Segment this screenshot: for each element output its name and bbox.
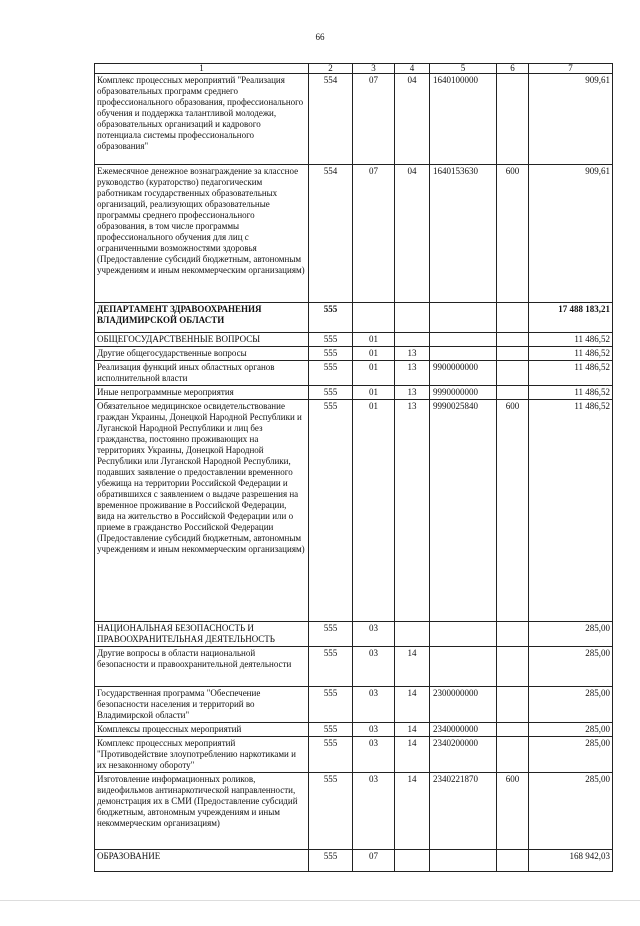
- cell-rz: 03: [353, 723, 395, 737]
- cell-vr: [497, 647, 529, 687]
- cell-sum: 11 486,52: [529, 361, 613, 386]
- table-row: [95, 723, 613, 737]
- cell-rz: 07: [353, 74, 395, 165]
- cell-grbs: 555: [309, 737, 353, 773]
- header-cell-7: 7: [529, 64, 613, 74]
- cell-csr: [430, 347, 497, 361]
- cell-name: НАЦИОНАЛЬНАЯ БЕЗОПАСНОСТЬ И ПРАВООХРАНИТЕЛЬНАЯ ДЕЯТЕЛЬНОСТЬ: [95, 622, 309, 647]
- cell-vr: [497, 386, 529, 400]
- page-edge-divider: [0, 900, 640, 901]
- cell-sum: 168 942,03: [529, 850, 613, 872]
- cell-grbs: 555: [309, 386, 353, 400]
- header-cell-2: 2: [309, 64, 353, 74]
- cell-vr: [497, 361, 529, 386]
- cell-sum: 11 486,52: [529, 347, 613, 361]
- cell-name: ОБРАЗОВАНИЕ: [95, 850, 309, 872]
- cell-rz: 01: [353, 386, 395, 400]
- cell-grbs: 554: [309, 74, 353, 165]
- cell-vr: [497, 333, 529, 347]
- table-row: [95, 850, 613, 872]
- cell-sum: 17 488 183,21: [529, 303, 613, 333]
- cell-pr: [395, 333, 430, 347]
- cell-vr: [497, 687, 529, 723]
- cell-name: Обязательное медицинское освидетельствование граждан Украины, Донецкой Народной Республики и Луганской Народной Республики и лиц без гражданства, постоянно проживающих на территориях Украины, Донецкой Народной Республики или Луганской Народной Республики, подавших заявление о предоставлении временного убежища на территории Российской Федерации и обратившихся с заявлением о выдаче разрешения на временное проживание в Российской Федерации, вида на жительство в Российской Федерации или о приеме в гражданство Российской Федерации (Предоставление субсидий бюджетным, автономным учреждениям и иным некоммерческим организациям): [95, 400, 309, 622]
- cell-sum: 285,00: [529, 723, 613, 737]
- cell-vr: [497, 74, 529, 165]
- cell-name: Иные непрограммные мероприятия: [95, 386, 309, 400]
- cell-sum: 909,61: [529, 74, 613, 165]
- table-row: [95, 737, 613, 773]
- cell-rz: 03: [353, 622, 395, 647]
- cell-sum: 285,00: [529, 773, 613, 850]
- header-cell-6: 6: [497, 64, 529, 74]
- table-row: [95, 303, 613, 333]
- cell-grbs: 555: [309, 723, 353, 737]
- cell-rz: 01: [353, 361, 395, 386]
- cell-vr: [497, 850, 529, 872]
- cell-rz: 01: [353, 347, 395, 361]
- cell-pr: [395, 850, 430, 872]
- table-row: [95, 333, 613, 347]
- cell-name: Реализация функций иных областных органов исполнительной власти: [95, 361, 309, 386]
- cell-pr: 13: [395, 400, 430, 622]
- cell-pr: [395, 622, 430, 647]
- cell-csr: [430, 622, 497, 647]
- cell-csr: 2340221870: [430, 773, 497, 850]
- cell-name: ОБЩЕГОСУДАРСТВЕННЫЕ ВОПРОСЫ: [95, 333, 309, 347]
- table-row: [95, 347, 613, 361]
- cell-csr: 9990000000: [430, 386, 497, 400]
- cell-name: Другие общегосударственные вопросы: [95, 347, 309, 361]
- cell-vr: [497, 723, 529, 737]
- cell-vr: [497, 737, 529, 773]
- cell-name: ДЕПАРТАМЕНТ ЗДРАВООХРАНЕНИЯ ВЛАДИМИРСКОЙ ОБЛАСТИ: [95, 303, 309, 333]
- table-row: [95, 386, 613, 400]
- cell-vr: [497, 303, 529, 333]
- cell-pr: 14: [395, 773, 430, 850]
- table-row: [95, 74, 613, 165]
- cell-grbs: 555: [309, 400, 353, 622]
- cell-vr: [497, 347, 529, 361]
- page-number: 66: [315, 32, 325, 42]
- cell-name: Комплекс процессных мероприятий "Реализация образовательных программ среднего профессионального образования, профессионального обучения и поддержка талантливой молодежи, образовательных организаций и кадрового потенциала системы профессионального образования": [95, 74, 309, 165]
- cell-pr: 14: [395, 687, 430, 723]
- table-row: [95, 622, 613, 647]
- cell-csr: [430, 303, 497, 333]
- cell-grbs: 554: [309, 165, 353, 303]
- cell-csr: 9900000000: [430, 361, 497, 386]
- cell-grbs: 555: [309, 850, 353, 872]
- cell-pr: 14: [395, 647, 430, 687]
- cell-csr: 1640153630: [430, 165, 497, 303]
- cell-rz: 01: [353, 400, 395, 622]
- cell-name: Ежемесячное денежное вознаграждение за классное руководство (кураторство) педагогическим работникам государственных образовательных организаций, реализующих образовательные программы среднего профессионального образования, в том числе программы профессионального обучения для лиц с ограниченными возможностями здоровья (Предоставление субсидий бюджетным, автономным учреждениям и иным некоммерческим организациям): [95, 165, 309, 303]
- table-row: [95, 361, 613, 386]
- cell-grbs: 555: [309, 622, 353, 647]
- cell-pr: 13: [395, 386, 430, 400]
- cell-grbs: 555: [309, 687, 353, 723]
- cell-name: Государственная программа "Обеспечение безопасности населения и территорий во Владимирской области": [95, 687, 309, 723]
- cell-csr: 1640100000: [430, 74, 497, 165]
- header-cell-5: 5: [430, 64, 497, 74]
- table-row: [95, 400, 613, 622]
- cell-sum: 285,00: [529, 647, 613, 687]
- header-cell-1: 1: [95, 64, 309, 74]
- cell-rz: 03: [353, 737, 395, 773]
- cell-sum: 11 486,52: [529, 386, 613, 400]
- table-header-row: [95, 64, 613, 74]
- budget-table: [94, 63, 613, 872]
- cell-csr: [430, 333, 497, 347]
- cell-vr: [497, 622, 529, 647]
- cell-pr: 13: [395, 347, 430, 361]
- cell-pr: 13: [395, 361, 430, 386]
- cell-pr: 14: [395, 737, 430, 773]
- cell-pr: 14: [395, 723, 430, 737]
- cell-vr: 600: [497, 773, 529, 850]
- cell-name: Изготовление информационных роликов, видеофильмов антинаркотической направленности, демонстрация их в СМИ (Предоставление субсидий бюджетным, автономным учреждениям и иным некоммерческим организациям): [95, 773, 309, 850]
- header-cell-4: 4: [395, 64, 430, 74]
- cell-sum: 285,00: [529, 737, 613, 773]
- cell-rz: 07: [353, 165, 395, 303]
- cell-vr: 600: [497, 165, 529, 303]
- cell-grbs: 555: [309, 773, 353, 850]
- cell-rz: 03: [353, 773, 395, 850]
- cell-sum: 11 486,52: [529, 333, 613, 347]
- table-row: [95, 165, 613, 303]
- cell-sum: 11 486,52: [529, 400, 613, 622]
- cell-pr: [395, 303, 430, 333]
- cell-grbs: 555: [309, 361, 353, 386]
- cell-rz: 03: [353, 687, 395, 723]
- table-row: [95, 647, 613, 687]
- cell-pr: 04: [395, 74, 430, 165]
- cell-csr: [430, 850, 497, 872]
- cell-name: Комплекс процессных мероприятий "Противодействие злоупотреблению наркотиками и их незаконному обороту": [95, 737, 309, 773]
- cell-rz: [353, 303, 395, 333]
- cell-sum: 285,00: [529, 687, 613, 723]
- cell-csr: 9990025840: [430, 400, 497, 622]
- cell-csr: 2340000000: [430, 723, 497, 737]
- cell-rz: 07: [353, 850, 395, 872]
- cell-vr: 600: [497, 400, 529, 622]
- cell-pr: 04: [395, 165, 430, 303]
- header-cell-3: 3: [353, 64, 395, 74]
- table-row: [95, 773, 613, 850]
- cell-grbs: 555: [309, 333, 353, 347]
- cell-sum: 909,61: [529, 165, 613, 303]
- cell-name: Другие вопросы в области национальной безопасности и правоохранительной деятельности: [95, 647, 309, 687]
- cell-sum: 285,00: [529, 622, 613, 647]
- table-row: [95, 687, 613, 723]
- cell-grbs: 555: [309, 647, 353, 687]
- cell-csr: 2340200000: [430, 737, 497, 773]
- cell-csr: 2300000000: [430, 687, 497, 723]
- cell-grbs: 555: [309, 347, 353, 361]
- cell-rz: 01: [353, 333, 395, 347]
- cell-name: Комплексы процессных мероприятий: [95, 723, 309, 737]
- cell-csr: [430, 647, 497, 687]
- cell-grbs: 555: [309, 303, 353, 333]
- cell-rz: 03: [353, 647, 395, 687]
